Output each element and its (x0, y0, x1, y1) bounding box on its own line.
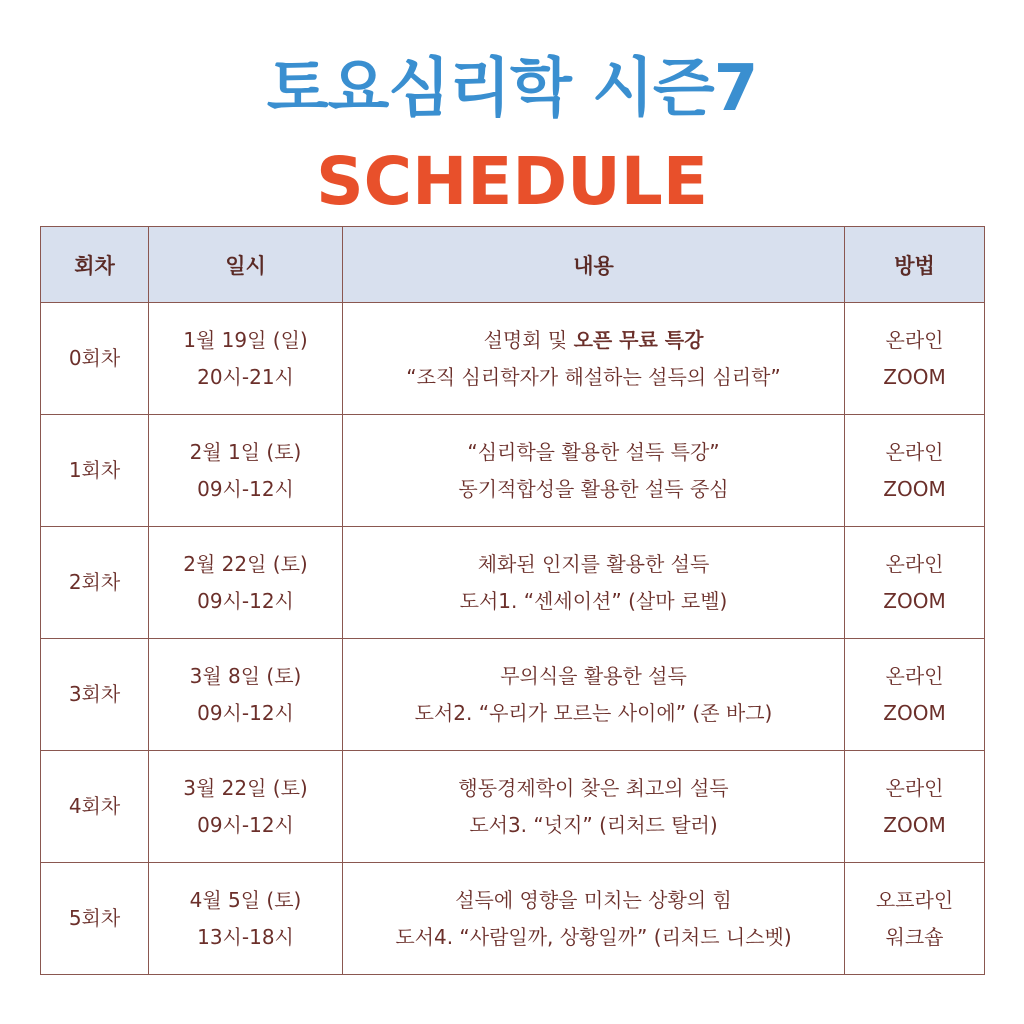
header-row (41, 227, 985, 303)
method-line-2: ZOOM (883, 812, 946, 837)
header-method: 방법 (845, 227, 985, 303)
time-text: 13시-18시 (197, 924, 294, 949)
schedule-table-body (41, 303, 985, 975)
content-line-1 (343, 322, 844, 359)
content-cell (343, 303, 845, 415)
header-session: 회차 (41, 227, 149, 303)
content-line-2: 동기적합성을 활용한 설득 중심 (458, 476, 729, 501)
date-text: 2월 22일 (토) (183, 551, 308, 576)
method-cell (845, 751, 985, 863)
content-cell (343, 751, 845, 863)
method-line-1: 온라인 (885, 327, 944, 352)
method-cell (845, 639, 985, 751)
content-line-1: 체화된 인지를 활용한 설득 (477, 551, 710, 576)
table-row (41, 639, 985, 751)
content-line-2: 도서4. “사람일까, 상황일까” (리처드 니스벳) (395, 924, 792, 949)
date-text: 1월 19일 (일) (183, 327, 308, 352)
content-line-2: 도서2. “우리가 모르는 사이에” (존 바그) (414, 700, 773, 725)
datetime-cell (149, 303, 343, 415)
session-cell: 5회차 (41, 863, 149, 975)
datetime-cell (149, 527, 343, 639)
datetime-cell (149, 751, 343, 863)
session-cell: 4회차 (41, 751, 149, 863)
time-text: 09시-12시 (197, 476, 294, 501)
header-datetime: 일시 (149, 227, 343, 303)
datetime-cell (149, 415, 343, 527)
method-cell (845, 527, 985, 639)
method-line-2: ZOOM (883, 588, 946, 613)
session-cell: 0회차 (41, 303, 149, 415)
method-cell (845, 863, 985, 975)
method-cell (845, 415, 985, 527)
method-line-2: 워크숍 (885, 924, 944, 949)
method-line-2: ZOOM (883, 364, 946, 389)
method-line-1: 온라인 (885, 663, 944, 688)
content-cell (343, 863, 845, 975)
content-cell (343, 527, 845, 639)
content-cell (343, 639, 845, 751)
session-cell: 2회차 (41, 527, 149, 639)
content-line-1: 행동경제학이 찾은 최고의 설득 (458, 775, 729, 800)
table-row (41, 863, 985, 975)
schedule-table-header (41, 227, 985, 303)
method-line-1: 온라인 (885, 439, 944, 464)
time-text: 09시-12시 (197, 588, 294, 613)
content-cell (343, 415, 845, 527)
date-text: 4월 5일 (토) (189, 887, 302, 912)
title-korean: 토요심리학 시즌7 (266, 52, 758, 126)
content-line-1: “심리학을 활용한 설득 특강” (467, 439, 720, 464)
time-text: 20시-21시 (197, 364, 294, 389)
content-line-2: 도서3. “넛지” (리처드 탈러) (469, 812, 718, 837)
session-cell: 3회차 (41, 639, 149, 751)
method-line-2: ZOOM (883, 700, 946, 725)
content-line-2: 도서1. “센세이션” (살마 로벨) (459, 588, 728, 613)
content-line-1: 무의식을 활용한 설득 (500, 663, 687, 688)
content-line-1: 설득에 영향을 미치는 상황의 힘 (455, 887, 732, 912)
title-schedule: SCHEDULE (316, 143, 708, 220)
time-text: 09시-12시 (197, 700, 294, 725)
table-row (41, 303, 985, 415)
content-highlight: 오픈 무료 특강 (573, 327, 704, 352)
datetime-cell (149, 639, 343, 751)
content-prefix: 설명회 및 (483, 327, 574, 352)
table-row (41, 415, 985, 527)
method-line-1: 온라인 (885, 551, 944, 576)
method-line-1: 온라인 (885, 775, 944, 800)
content-line-2: “조직 심리학자가 해설하는 설득의 심리학” (406, 364, 781, 389)
date-text: 3월 8일 (토) (189, 663, 302, 688)
table-row (41, 751, 985, 863)
schedule-table (40, 226, 985, 975)
method-line-1: 오프라인 (875, 887, 954, 912)
date-text: 3월 22일 (토) (183, 775, 308, 800)
datetime-cell (149, 863, 343, 975)
session-cell: 1회차 (41, 415, 149, 527)
date-text: 2월 1일 (토) (189, 439, 302, 464)
time-text: 09시-12시 (197, 812, 294, 837)
method-line-2: ZOOM (883, 476, 946, 501)
table-row (41, 527, 985, 639)
header-content: 내용 (343, 227, 845, 303)
method-cell (845, 303, 985, 415)
